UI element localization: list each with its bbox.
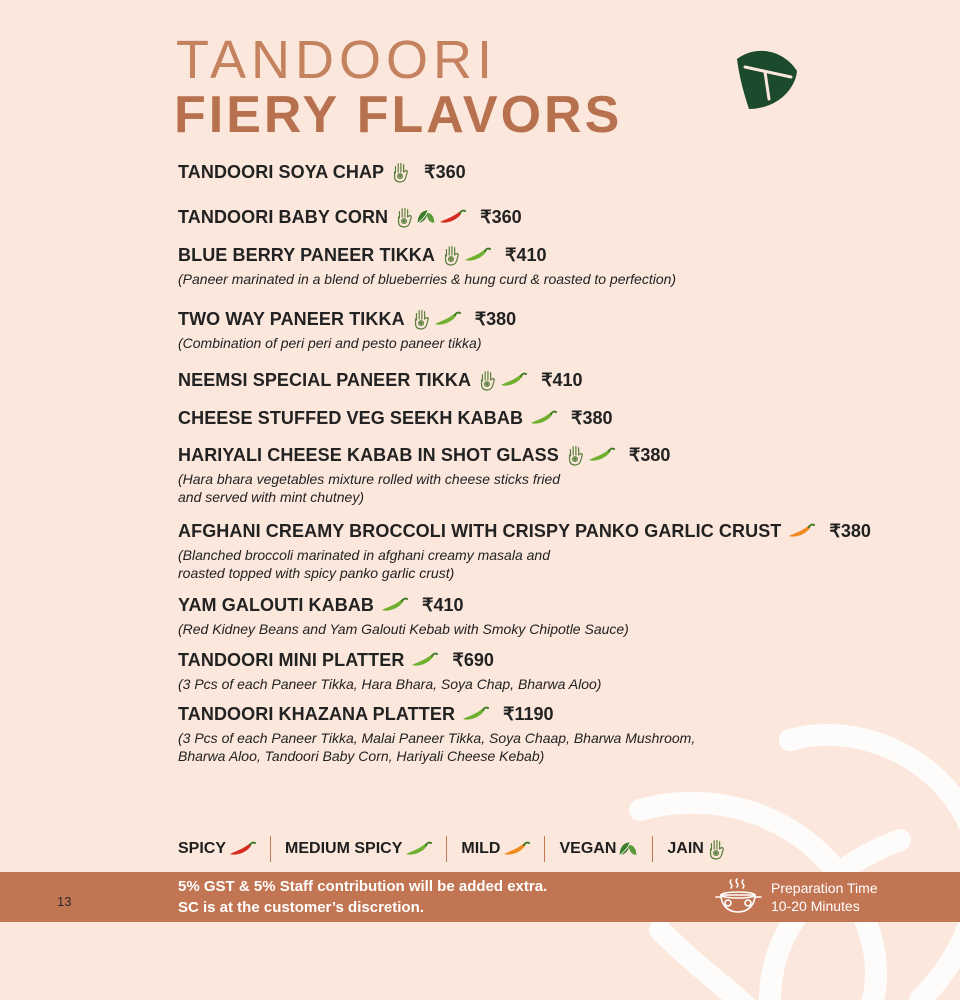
medium-spicy-icon — [380, 594, 408, 616]
menu-item-description: (Blanched broccoli marinated in afghani creamy masala and — [178, 547, 550, 563]
diet-icons — [477, 369, 527, 391]
diet-icons — [380, 594, 408, 616]
diet-legend — [178, 835, 726, 863]
diet-icons — [529, 407, 557, 429]
menu-item-name: BLUE BERRY PANEER TIKKA — [178, 244, 435, 265]
menu-item-header — [178, 593, 629, 617]
diet-icons — [787, 520, 815, 542]
medium-spicy-icon — [404, 838, 432, 860]
menu-item-price: ₹360 — [480, 206, 522, 227]
menu-item — [178, 519, 871, 582]
legend-divider — [270, 836, 271, 862]
menu-item-price: ₹380 — [474, 308, 517, 329]
section-title-top: TANDOORI — [176, 30, 497, 90]
footer-bar — [0, 872, 960, 922]
menu-item-header — [178, 648, 601, 672]
menu-item-description: (Hara bhara vegetables mixture rolled with cheese sticks fried — [178, 471, 561, 487]
preparation-time — [715, 877, 878, 917]
menu-item-header — [178, 243, 676, 267]
vegan-icon — [416, 206, 436, 228]
menu-item-description: (Combination of peri peri and pesto paneer tikka) — [178, 335, 482, 351]
legend-item-jain — [667, 838, 725, 860]
mild-icon — [502, 838, 530, 860]
legend-item-vegan — [559, 838, 638, 860]
diet-icons — [394, 206, 466, 228]
menu-item-description: (3 Pcs of each Paneer Tikka, Malai Paneer Tikka, Soya Chaap, Bharwa Mushroom, — [178, 730, 696, 746]
medium-spicy-icon — [587, 444, 615, 466]
legend-label: SPICY — [178, 840, 227, 857]
diet-icons — [411, 308, 461, 330]
menu-item-header — [178, 702, 695, 726]
menu-item-description: roasted topped with spicy panko garlic crust) — [178, 565, 455, 581]
prep-time-value: 10-20 Minutes — [771, 898, 860, 914]
menu-item — [178, 593, 629, 638]
menu-item — [178, 368, 583, 392]
menu-item-header — [178, 160, 466, 184]
cooking-pot-icon — [715, 877, 763, 917]
menu-item-name: TANDOORI BABY CORN — [178, 206, 389, 227]
menu-item — [178, 648, 601, 693]
jain-icon — [477, 369, 497, 391]
legend-label: VEGAN — [559, 840, 617, 857]
menu-item — [178, 443, 670, 506]
menu-item — [178, 160, 466, 184]
spicy-icon — [438, 206, 466, 228]
section-title-main: FIERY FLAVORS — [174, 86, 623, 144]
menu-item — [178, 702, 695, 765]
legend-label: MILD — [461, 840, 501, 857]
diet-icons — [565, 444, 615, 466]
menu-item-header — [178, 519, 871, 543]
menu-item-name: AFGHANI CREAMY BROCCOLI WITH CRISPY PANKO GARLIC CRUST — [178, 520, 782, 541]
menu-item-price: ₹380 — [829, 520, 871, 541]
legend-divider — [652, 836, 653, 862]
tax-note — [178, 876, 547, 918]
prep-time-label: Preparation Time — [771, 880, 878, 896]
menu-item-name: TANDOORI SOYA CHAP — [178, 161, 385, 182]
jain-icon — [390, 161, 410, 183]
menu-item-description: and served with mint chutney) — [178, 489, 364, 505]
menu-item-price: ₹410 — [422, 594, 464, 615]
diet-icons — [390, 161, 410, 183]
spicy-icon — [228, 838, 256, 860]
menu-item-name: CHEESE STUFFED VEG SEEKH KABAB — [178, 407, 524, 428]
menu-item-name: TANDOORI MINI PLATTER — [178, 649, 405, 670]
menu-item-price: ₹380 — [628, 444, 671, 465]
legend-item-mild — [461, 838, 530, 860]
diet-icons — [461, 703, 489, 725]
menu-item-price: ₹1190 — [503, 703, 554, 724]
menu-item-price: ₹690 — [452, 649, 494, 670]
page-number: 13 — [57, 894, 72, 909]
legend-divider — [446, 836, 447, 862]
menu-item-price: ₹410 — [505, 244, 547, 265]
menu-item-name: HARIYALI CHEESE KABAB IN SHOT GLASS — [178, 444, 559, 465]
menu-item-name: TWO WAY PANEER TIKKA — [178, 308, 405, 329]
menu-item-description: (3 Pcs of each Paneer Tikka, Hara Bhara, Soya Chap, Bharwa Aloo) — [178, 676, 602, 692]
legend-item-spicy — [178, 838, 256, 860]
jain-icon — [565, 444, 585, 466]
menu-item-header — [178, 205, 522, 229]
medium-spicy-icon — [529, 407, 557, 429]
menu-item-price: ₹410 — [541, 369, 583, 390]
tax-note-line-1: 5% GST & 5% Staff contribution will be added extra. — [178, 878, 548, 895]
jain-icon — [706, 838, 726, 860]
mild-icon — [787, 520, 815, 542]
menu-item-price: ₹380 — [571, 407, 613, 428]
leaf-logo-icon — [735, 47, 799, 111]
menu-item-description: (Red Kidney Beans and Yam Galouti Kebab with Smoky Chipotle Sauce) — [178, 621, 629, 637]
menu-item-description: Bharwa Aloo, Tandoori Baby Corn, Hariyali Cheese Kebab) — [178, 748, 545, 764]
menu-item — [178, 205, 522, 229]
legend-label: JAIN — [667, 840, 704, 857]
medium-spicy-icon — [463, 244, 491, 266]
medium-spicy-icon — [461, 703, 489, 725]
legend-divider — [544, 836, 545, 862]
menu-item-header — [178, 368, 583, 392]
vegan-icon — [618, 838, 638, 860]
menu-item-name: NEEMSI SPECIAL PANEER TIKKA — [178, 369, 472, 390]
medium-spicy-icon — [433, 308, 461, 330]
legend-item-medium-spicy — [285, 838, 432, 860]
diet-icons — [441, 244, 491, 266]
medium-spicy-icon — [410, 649, 438, 671]
menu-item-name: YAM GALOUTI KABAB — [178, 594, 375, 615]
jain-icon — [441, 244, 461, 266]
menu-item-header — [178, 406, 613, 430]
menu-item-description: (Paneer marinated in a blend of blueberries & hung curd & roasted to perfection) — [178, 271, 677, 287]
tax-note-line-2: SC is at the customer’s discretion. — [178, 899, 424, 916]
legend-label: MEDIUM SPICY — [285, 840, 403, 857]
menu-item-price: ₹360 — [424, 161, 466, 182]
menu-item-name: TANDOORI KHAZANA PLATTER — [178, 703, 456, 724]
medium-spicy-icon — [499, 369, 527, 391]
diet-icons — [410, 649, 438, 671]
menu-item-header — [178, 307, 516, 331]
menu-item — [178, 243, 676, 288]
jain-icon — [411, 308, 431, 330]
menu-item — [178, 307, 516, 352]
menu-item-header — [178, 443, 670, 467]
menu-item — [178, 406, 613, 430]
jain-icon — [394, 206, 414, 228]
